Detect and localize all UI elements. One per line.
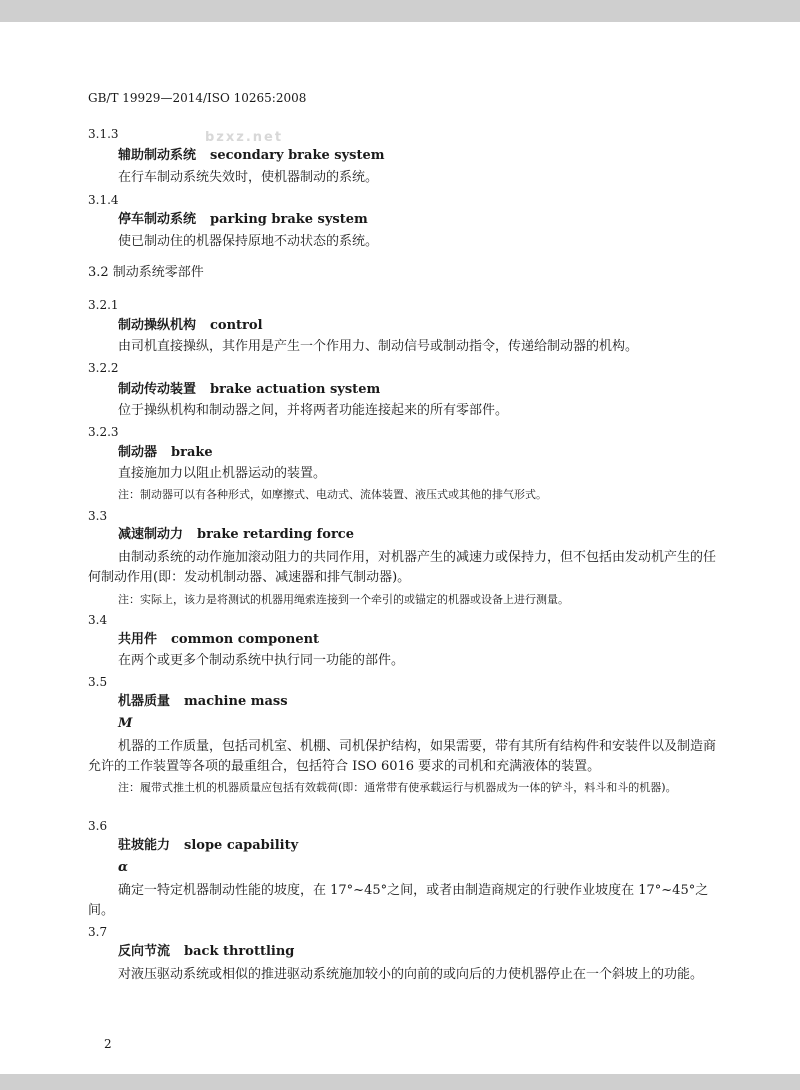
clause-number: 3.2.2 [88, 361, 119, 375]
clause-number: 3.7 [88, 925, 108, 939]
definition: 直接施加力以阻止机器运动的装置。 [118, 466, 327, 481]
term-cn: 反向节流 [118, 944, 171, 959]
term-en: machine mass [184, 694, 288, 709]
term-cn: 制动器 [118, 445, 158, 460]
term-en: parking brake system [210, 212, 368, 227]
clause-number: 3.1.3 [88, 127, 119, 141]
page-number: 2 [104, 1037, 112, 1051]
definition: 位于操纵机构和制动器之间，并将两者功能连接起来的所有零部件。 [118, 403, 509, 418]
term-en: slope capability [184, 838, 299, 853]
term-heading [118, 527, 354, 543]
symbol: M [118, 716, 133, 731]
term-heading [118, 382, 380, 398]
term-en: back throttling [184, 944, 295, 959]
term-heading [118, 148, 384, 164]
term-cn: 停车制动系统 [118, 212, 197, 227]
section-heading: 3.2 制动系统零部件 [88, 265, 204, 280]
term-en: secondary brake system [210, 148, 385, 163]
term-en: common component [171, 632, 320, 647]
definition: 对液压驱动系统或相似的推进驱动系统施加较小的向前的或向后的力使机器停止在一个斜坡上的功能。 [118, 967, 704, 982]
term-heading [118, 318, 263, 334]
definition: 在行车制动系统失效时，使机器制动的系统。 [118, 170, 379, 185]
note: 注：履带式推土机的机器质量应包括有效载荷(即：通常带有使承载运行与机器成为一体的铲斗，料斗和斗的机器)。 [118, 781, 677, 794]
clause-number: 3.4 [88, 613, 108, 627]
term-heading [118, 445, 213, 461]
clause-number: 3.2.3 [88, 425, 119, 439]
note: 注：制动器可以有各种形式，如摩擦式、电动式、流体装置、液压式或其他的排气形式。 [118, 488, 547, 501]
term-heading [118, 838, 298, 854]
term-cn: 共用件 [118, 632, 158, 647]
term-en: brake retarding force [197, 527, 354, 542]
term-en: control [210, 318, 263, 333]
symbol: α [118, 860, 129, 875]
definition: 在两个或更多个制动系统中执行同一功能的部件。 [118, 653, 405, 668]
note: 注：实际上，该力是将测试的机器用绳索连接到一个牵引的或锚定的机器或设备上进行测量。 [118, 593, 569, 606]
definition: 机器的工作质量，包括司机室、机棚、司机保护结构，如果需要，带有其所有结构件和安装件以及制造商允许的工作装置等各项的最重组合，包括符合 ISO 6016 要求的司机和充满液体的装置。 [88, 739, 717, 774]
term-cn: 驻坡能力 [118, 838, 171, 853]
term-cn: 制动操纵机构 [118, 318, 197, 333]
term-heading [118, 944, 294, 960]
term-heading [118, 212, 368, 228]
definition: 使已制动住的机器保持原地不动状态的系统。 [118, 234, 379, 249]
definition: 确定一特定机器制动性能的坡度，在 17°~45°之间，或者由制造商规定的行驶作业坡度在 17°~45°之间。 [88, 883, 709, 918]
bottom-gray-bar [0, 1074, 800, 1090]
clause-number: 3.3 [88, 509, 108, 523]
term-cn: 辅助制动系统 [118, 148, 197, 163]
term-cn: 机器质量 [118, 694, 171, 709]
clause-number: 3.2.1 [88, 298, 119, 312]
clause-number: 3.6 [88, 819, 108, 833]
watermark: bzxz.net [205, 130, 284, 145]
term-en: brake [171, 445, 213, 460]
term-heading [118, 694, 288, 710]
definition: 由司机直接操纵，其作用是产生一个作用力、制动信号或制动指令，传递给制动器的机构。 [118, 339, 639, 354]
term-heading [118, 632, 319, 648]
clause-number: 3.1.4 [88, 193, 119, 207]
term-cn: 制动传动装置 [118, 382, 197, 397]
clause-number: 3.5 [88, 675, 108, 689]
term-cn: 减速制动力 [118, 527, 184, 542]
standard-header: GB/T 19929—2014/ISO 10265:2008 [88, 91, 307, 105]
top-gray-bar [0, 0, 800, 22]
term-en: brake actuation system [210, 382, 381, 397]
definition: 由制动系统的动作施加滚动阻力的共同作用，对机器产生的减速力或保持力，但不包括由发动机产生的任何制动作用(即：发动机制动器、减速器和排气制动器)。 [88, 550, 717, 585]
